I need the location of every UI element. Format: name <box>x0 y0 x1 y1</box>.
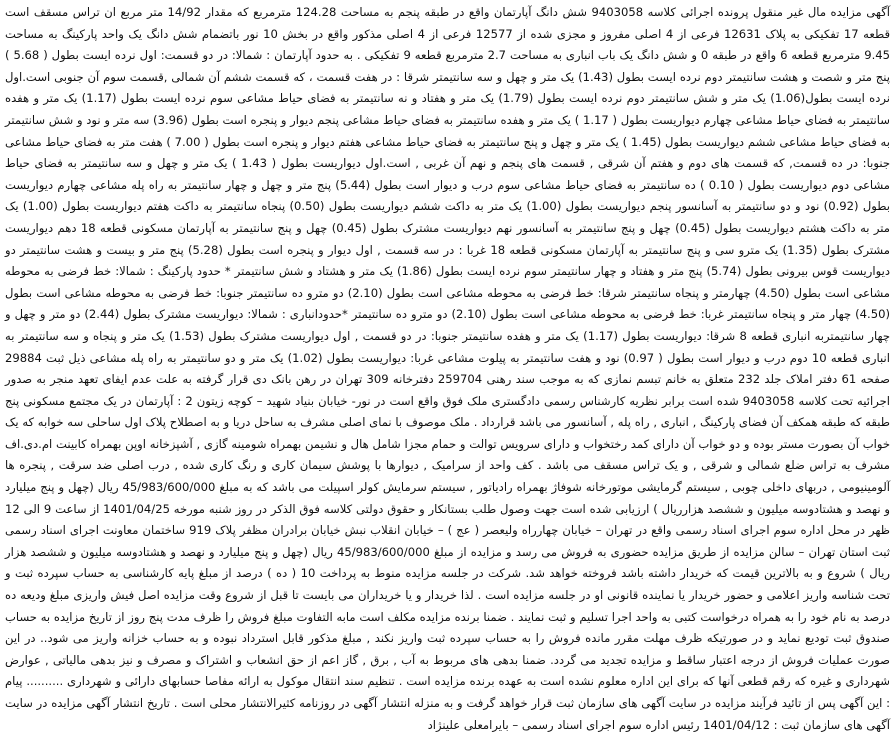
notice-body-text: آگهی مزایده مال غیر منقول پرونده اجرائی کلاسه 9403058 شش دانگ آپارتمان واقع در طبقه پنجم به مساحت 124.28 مترمربع که مقدار 14/92 متر مربع ان تراس مسقف است قطعه 17 تفکیکی به پلاک 12631 فرعی از 4 اصلی مفروز و مجزی شده از 12577 فرعی از 4 اصلی مذکور واقع در بخش 10 نور باتضمام شش دانگ یک واحد پارکینگ به مساحت 9.45 مترمربع قطعه 6 واقع در طبقه 0 و شش دانگ یک باب انباری به مساحت 2.7 مترمربع قطعه 9 تفکیکی . به حدود آپارتمان : شمالا: در دو قسمت: اول نرده ایست بطول ( 5.68 ) پنج متر و شصت و هشت سانتیمتر دوم نرده ایست بطول (1.43) یک متر و چهل و سه سانتیمتر شرقا : در هفت قسمت ، که قسمت ششم آن شمالی ,قسمت سوم آن جنوبی است.اول نرده ایست بطول(1.06) یک متر و شش سانتیمتر دوم نرده ایست بطول (1.79) یک متر و هفتاد و نه سانتیمتر به فضای حیاط مشاعی سوم نرده ایست بطول (1.17) یک متر و هفده سانتیمتر به فضای حیاط مشاعی چهارم دیواریست بطول ( 1.17 ) یک متر و هفده سانتیمتر به فضای حیاط مشاعی پنجم دیوار و پنجره است بطول (3.96) سه متر و نود و شش سانتیمتر به فضای حیاط مشاعی ششم دیواریست بطول (1.45 ) یک متر و چهل و پنج سانتیمتر به فضای حیاط مشاعی هفتم دیوار و پنجره است بطول ( 7.00 ) هفت متر به فضای حیاط مشاعی جنوبا: در ده قسمت, که قسمت های دوم و هفتم آن شرقی , قسمت های پنجم و نهم آن غربی , است.اول دیواریست بطول ( 1.43 ) یک متر و چهل و سه سانتیمتر به فضای حیاط مشاعی دوم دیواریست بطول ( 0.10 ) ده سانتیمتر به فضای حیاط مشاعی سوم درب و دیوار است بطول (5.44) پنج متر و چهل و چهار سانتیمتر به راه پله مشاعی چهارم دیواریست بطول (0.92) نود و دو سانتیمتر به آسانسور پنجم دیواریست بطول (1.00) یک متر به داکت ششم دیواریست بطول (0.50) پنجاه سانتیمتر به داکت هفتم دیواریست بطول (1.00) یک متر به داکت هشتم دیواریست بطول (0.45) چهل و پنج سانتیمتر به آسانسور نهم دیواریست مشترک بطول (0.45) چهل و پنج سانتیمتر به آپارتمان مسکونی قطعه 18 دهم دیواریست مشترک بطول (1.35) یک مترو سی و پنج سانتیمتر به آپارتمان مسکونی قطعه 18 غربا : در سه قسمت , اول دیوار و پنجره است بطول (5.28) پنج متر و بیست و هشت سانتیمتر دو دیواریست قوس بیرونی بطول (5.74) پنج متر و هفتاد و چهار سانتیمتر سوم نرده ایست بطول (1.86) یک متر و هشتاد و شش سانتیمتر * حدود پارکینگ : شمالا: خط فرضی به محوطه مشاعی است بطول (4.50) چهارمتر و پنجاه سانتیمتر شرقا: خط فرضی به محوطه مشاعی است بطول (2.10) دو مترو ده سانتیمتر جنوبا: خط فرضی به محوطه مشاعی است بطول (4.50) چهار متر و پنجاه سانتیمتر غربا: خط فرضی به محوطه مشاعی است بطول (2.10) دو مترو ده سانتیمتر *حدودانباری : شمالا: دیواریست مشترک بطول (2.44) دو متر و چهل و چهار سانتیمتربه انباری قطعه 8 شرقا: دیواریست بطول (1.17) یک متر و هفده سانتیمتر جنوبا: در دو قسمت , اول دیواریست مشترک بطول (1.53) یک متر و پنجاه و سه سانتیمتر به انباری قطعه 10 دوم درب و دیوار است بطول ( 0.97) نود و هفت سانتیمتر به پیلوت مشاعی غربا: دیواریست بطول (1.02) یک متر و دو سانتیمتر به راه پله مشاعی ذیل ثبت 29884 صفحه 61 دفتر املاک جلد 232 متعلق به خانم تبسم نمازی که به موجب سند رهنی 259704 دفترخانه 309 تهران در رهن بانک دی قرار گرفته به علت عدم ایفای تعهد منجر به صدور اجرائیه تحت کلاسه 9403058 شده است برابر نظریه کارشناس رسمی دادگستری ملک فوق واقع است در نور- خیابان بنیاد شهید – کوچه زیتون 2 : آپارتمان در یک مجتمع مسکونی پنج طبقه که طبقه همکف آن فضای پارکینگ , انباری , راه پله , آسانسور می باشد قرارداد . ملک موصوف با نمای اصلی مشرف به ساحل دریا و به اصطلاح پلاک اول ساحلی سه خوابه که یک خواب آن بصورت مستر بوده و دو خواب آن دارای کمد رختخواب و دارای سرویس توالت و حمام مجزا شامل هال و نشیمن بهمراه شومینه گازی , آشپزخانه اوپن بهمراه کابینت ام.دی.اف مشرف به تراس ضلع شمالی و شرقی , و یک تراس مسقف می باشد . کف واحد از سرامیک , دیوارها با پوشش سیمان کاری و رنگ کاری شده , درب اصلی ضد سرقت , پنجره ها آلومینیومی , دربهای داخلی چوبی , سیستم گرمایشی موتورخانه شوفاژ بهمراه رادیاتور , سیستم سرمایش کولر اسپیلت می باشد که به مبلغ 45/983/600/000 ریال (چهل و پنج میلیارد و نهصد و هشتادوسه میلیون و ششصد هزارریال ) ارزیابی شده است جهت وصول طلب بستانکار و حقوق دولتی کلاسه فوق الذکر در روز شنبه مورخه 1401/04/25 از ساعت 9 الی 12 ظهر در محل اداره سوم اجرای اسناد رسمی واقع در تهران – خیابان چهارراه ولیعصر ( عج ) – خیابان انقلاب نبش خیابان برادران مظفر پلاک 919 ساختمان معاونت اجرای اسناد رسمی ثبت استان تهران – سالن مزایده از طریق مزایده حضوری به فروش می رسد و مزایده از مبلغ 45/983/600/000 ریال (چهل و پنج میلیارد و نهصد و هشتادوسه میلیون و ششصد هزار ریال ) شروع و به بالاترین قیمت که خریدار داشته باشد فروخته خواهد شد. شرکت در جلسه مزایده منوط به پرداخت 10 ( ده ) درصد از مبلغ پایه کارشناسی به حساب سپرده ثبت و تحت شناسه واریز اعلامی و حضور خریدار یا نماینده قانونی او در جلسه مزایده است . لذا خریدار و یا خریداران می بایست تا قبل از شروع وقت مزایده اصل فیش واریزی مبلغ ودیعه ده درصد به نام خود را به همراه درخواست کتبی به واحد اجرا تسلیم و ثبت نمایند . ضمنا برنده مزایده مکلف است مابه التفاوت مبلغ فروش را ظرف مدت پنج روز از تاریخ مزایده به حساب صندوق ثبت تودیع نماید و در صورتیکه ظرف مهلت مقرر مانده فروش را به حساب سپرده ثبت واریز نکند , مبلغ مذکور قابل استرداد نبوده و به حساب خزانه واریز می شود.. در این صورت عملیات فروش از درجه اعتبار ساقط و مزایده تجدید می گردد. ضمنا بدهی های مربوط به آب , برق , گاز اعم از حق انشعاب و اشتراک و مصرف و نیز بدهی مالیاتی , عوارض شهرداری و غیره که رقم قطعی آنها که برای این اداره معلوم نشده است به عهده برنده مزایده است . تنظیم سند انتقال موکول به ارائه مفاصا حسابهای دارائی و شهرداری .......... پیام : این آگهی پس از تائید فرآیند مزایده در سایت آگهی های سازمان ثبت قرار خواهد گرفت و به منزله انتشار آگهی در روزنامه کثیرالانتشار محلی است . تاریخ انتشار آگهی مزایده در سایت آگهی های سازمان ثبت : 1401/04/12 رئیس اداره سوم اجرای اسناد رسمی – بایرامعلی علینژاد <box>5 5 891 732</box>
